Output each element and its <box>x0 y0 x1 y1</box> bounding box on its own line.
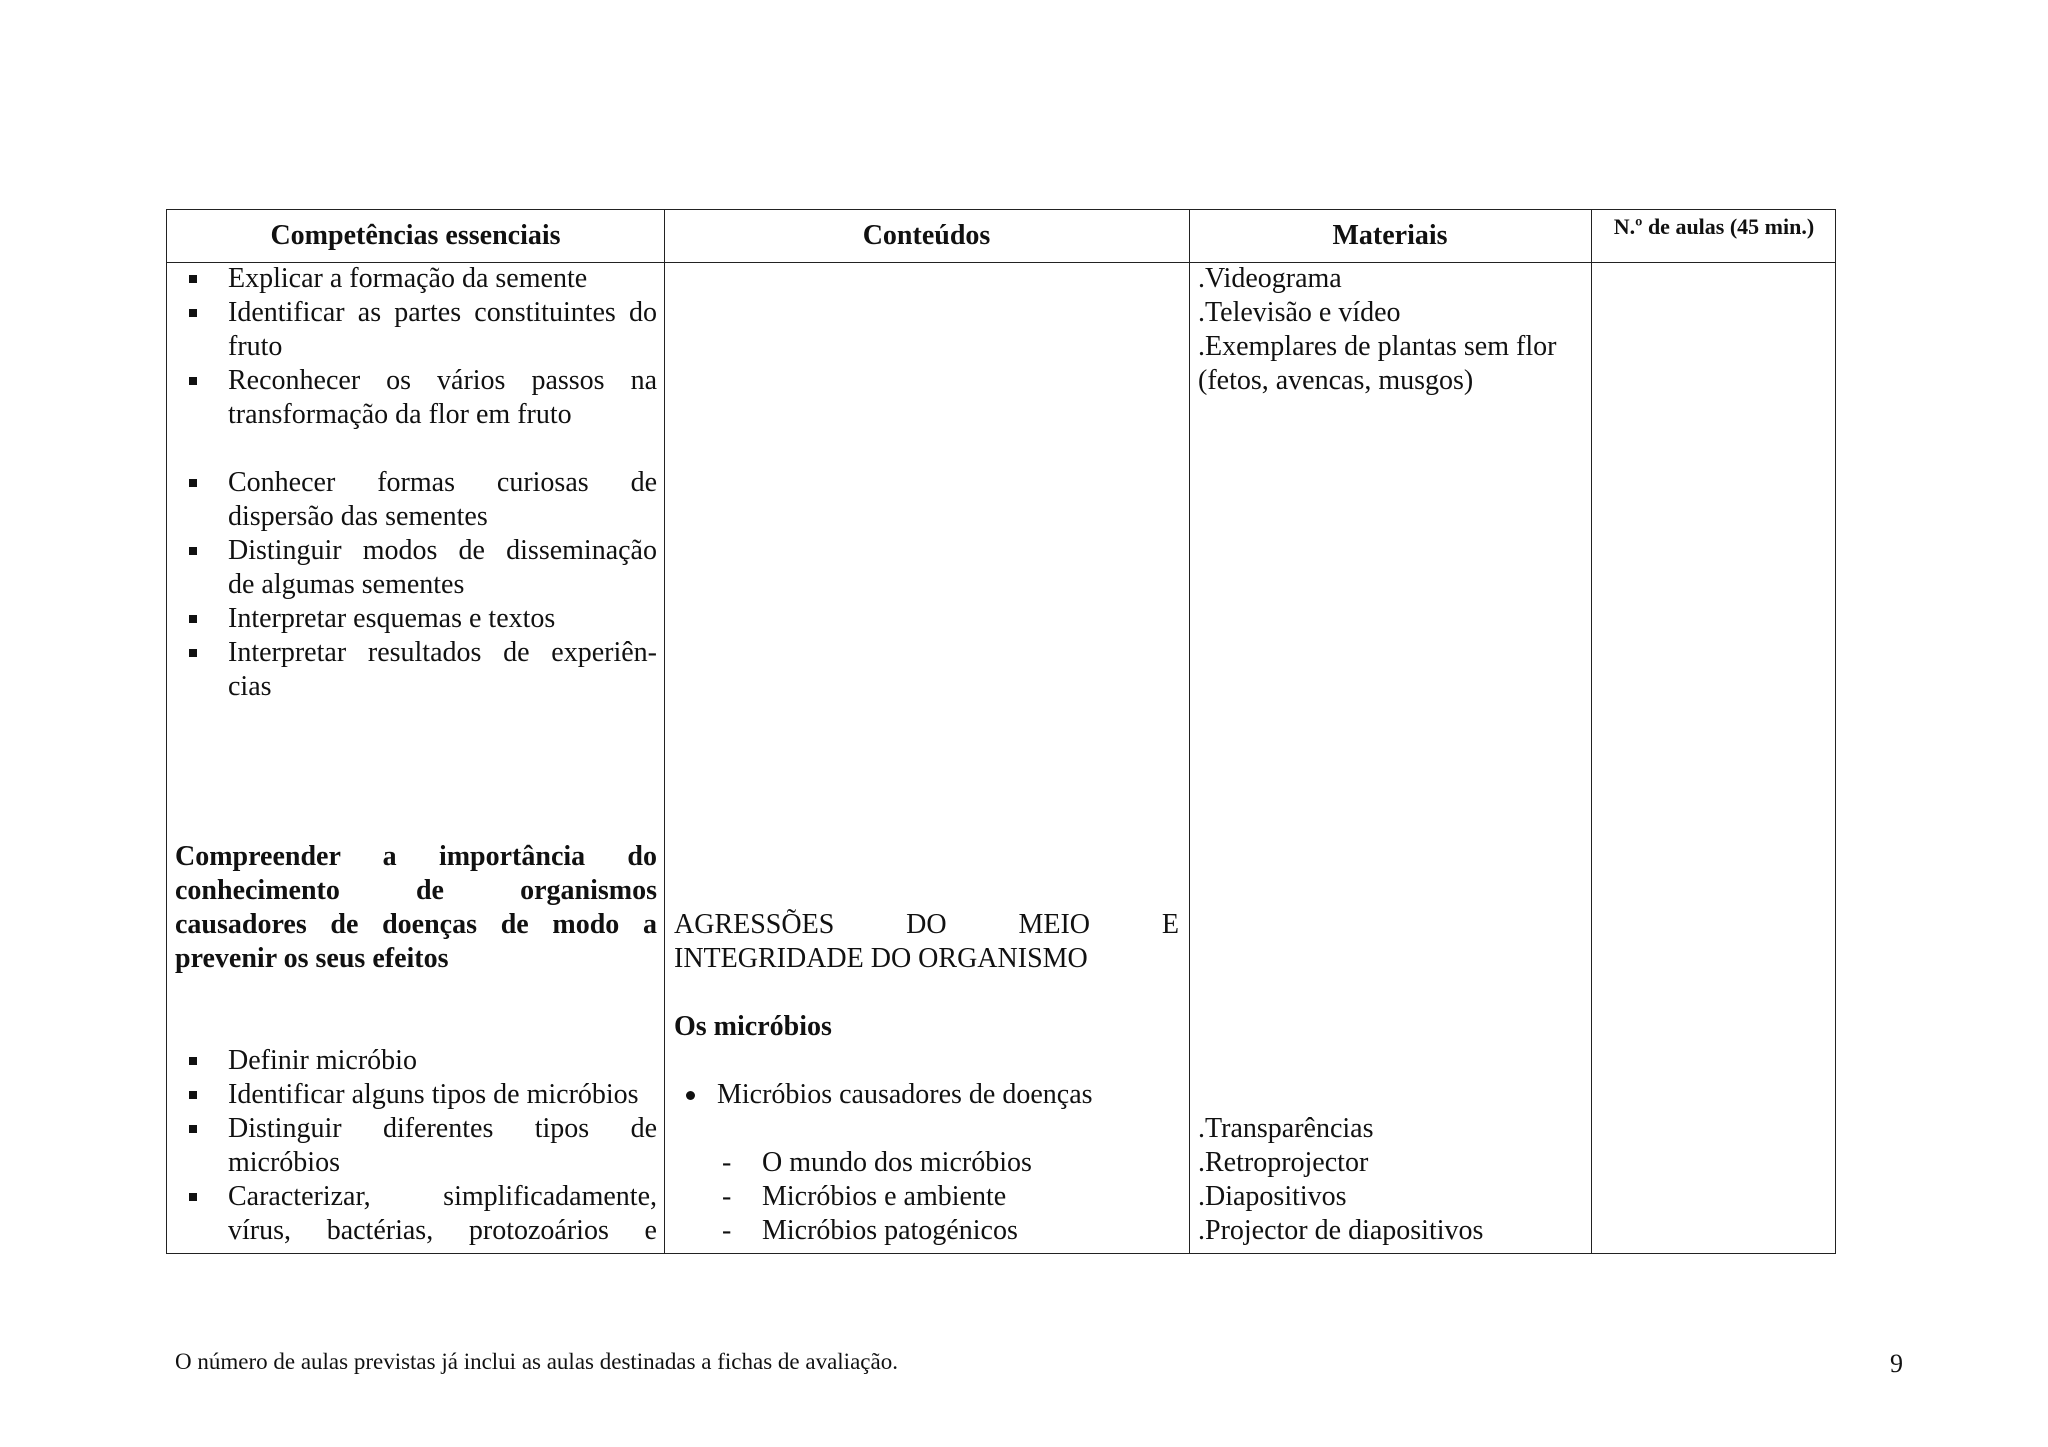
square-bullet-icon <box>189 479 197 487</box>
material-item: .Televisão e vídeo <box>1198 297 1401 328</box>
list-item-continuation: transformação da flor em fruto <box>228 399 572 430</box>
list-item: Conhecer formas curiosas de <box>175 466 657 500</box>
footer-note: O número de aulas previstas já inclui as aulas destinadas a fichas de avaliação. <box>175 1349 898 1374</box>
list-item: Identificar alguns tipos de micróbios <box>175 1078 657 1112</box>
conteudos-cell <box>674 262 1179 1253</box>
page-number: 9 <box>1890 1349 1903 1378</box>
material-item: .Videograma <box>1198 263 1342 294</box>
content-title: INTEGRIDADE DO ORGANISMO <box>674 943 1088 974</box>
list-item: Explicar a formação da semente <box>175 262 657 296</box>
competencias-cell <box>175 262 657 1253</box>
square-bullet-icon <box>189 1091 197 1099</box>
list-item: Distinguir diferentes tipos de <box>175 1112 657 1146</box>
square-bullet-icon <box>189 1193 197 1201</box>
round-bullet-icon <box>686 1091 695 1100</box>
header-materiais: Materiais <box>1332 220 1448 251</box>
square-bullet-icon <box>189 275 197 283</box>
planning-table <box>166 209 1836 1254</box>
list-item-continuation: cias <box>228 671 272 702</box>
material-item: (fetos, avencas, musgos) <box>1198 365 1474 396</box>
square-bullet-icon <box>189 377 197 385</box>
list-item-continuation: micróbios <box>228 1147 340 1178</box>
list-item: Micróbios causadores de doenças <box>674 1078 1179 1112</box>
content-title: AGRESSÕES DO MEIO E <box>674 909 1179 940</box>
list-item-continuation: de algumas sementes <box>228 569 465 600</box>
list-item: Definir micróbio <box>175 1044 657 1078</box>
aulas-cell <box>1601 262 1827 1253</box>
square-bullet-icon <box>189 547 197 555</box>
column-divider <box>1189 210 1190 1253</box>
header-conteudos: Conteúdos <box>862 220 991 251</box>
competence-heading: causadores de doenças de modo a <box>175 909 657 940</box>
header-aulas: N.º de aulas (45 min.) <box>1613 214 1815 239</box>
material-item: .Projector de diapositivos <box>1198 1215 1484 1246</box>
list-item: - Micróbios patogénicos <box>722 1215 1018 1246</box>
list-item: - Micróbios e ambiente <box>722 1181 1007 1212</box>
list-item: Interpretar resultados de experiên- <box>175 636 657 670</box>
competence-heading: Compreender a importância do <box>175 841 657 872</box>
square-bullet-icon <box>189 309 197 317</box>
content-subtitle: Os micróbios <box>674 1011 832 1042</box>
header-competencias: Competências essenciais <box>270 220 561 251</box>
list-item: Distinguir modos de disseminação <box>175 534 657 568</box>
materiais-cell-lower <box>1198 262 1588 1253</box>
list-item: Interpretar esquemas e textos <box>175 602 657 636</box>
material-item: .Diapositivos <box>1198 1181 1347 1212</box>
square-bullet-icon <box>189 1125 197 1133</box>
column-divider <box>664 210 665 1253</box>
material-item: .Exemplares de plantas sem flor <box>1198 331 1557 362</box>
column-divider <box>1591 210 1592 1253</box>
list-item: Caracterizar, simplificadamente, <box>175 1180 657 1214</box>
competence-heading: conhecimento de organismos <box>175 875 657 906</box>
list-item-continuation: vírus, bactérias, protozoários e <box>228 1215 657 1246</box>
square-bullet-icon <box>189 649 197 657</box>
competence-heading: prevenir os seus efeitos <box>175 943 449 974</box>
list-item: Identificar as partes constituintes do <box>175 296 657 330</box>
square-bullet-icon <box>189 1057 197 1065</box>
material-item: .Transparências <box>1198 1113 1374 1144</box>
square-bullet-icon <box>189 615 197 623</box>
material-item: .Retroprojector <box>1198 1147 1369 1178</box>
list-item: Reconhecer os vários passos na <box>175 364 657 398</box>
list-item: - O mundo dos micróbios <box>722 1147 1032 1178</box>
list-item-continuation: dispersão das sementes <box>228 501 488 532</box>
list-item-continuation: fruto <box>228 331 283 362</box>
